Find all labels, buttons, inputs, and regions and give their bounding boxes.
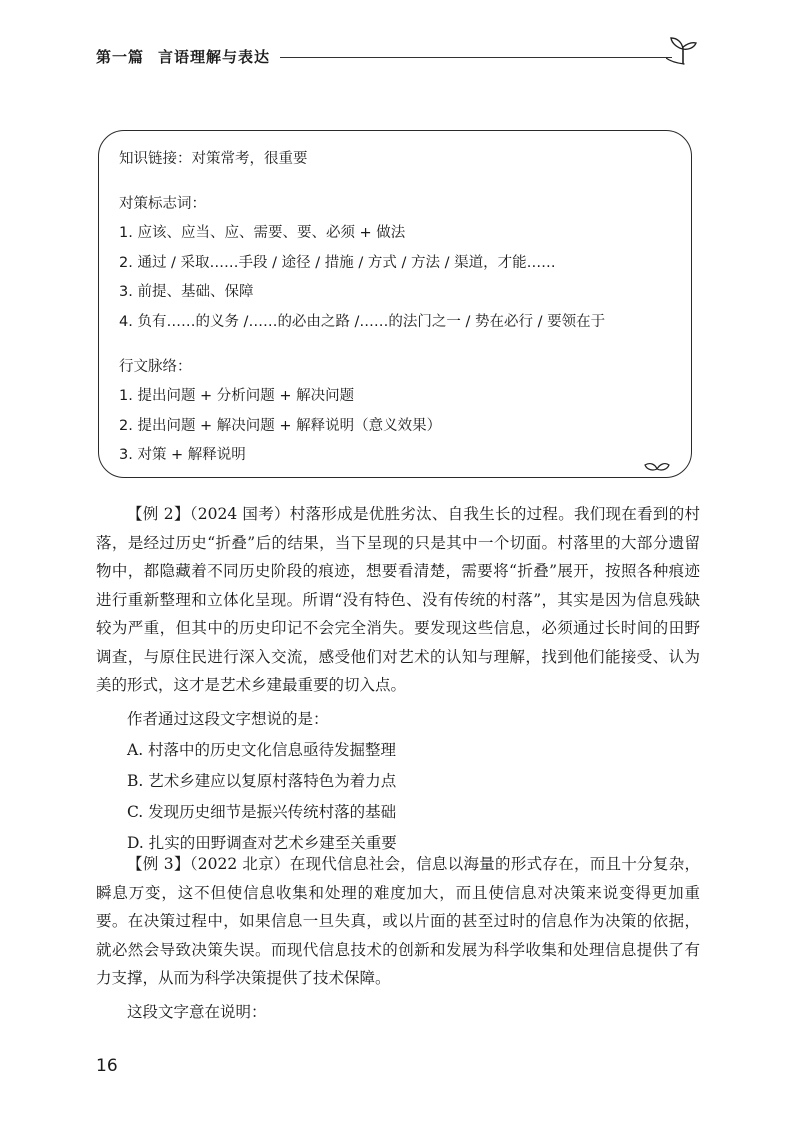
box-title: 知识链接：对策常考，很重要: [119, 151, 308, 167]
structure-heading: 行文脉络：: [119, 358, 192, 375]
example-3: [96, 850, 700, 1028]
example-2: [96, 500, 700, 859]
knowledge-link-box: [98, 130, 692, 478]
structure-item: 2. 提出问题 + 解决问题 + 解释说明（意义效果）: [119, 417, 442, 434]
option-b: B. 艺术乡建应以复原村落特色为着力点: [127, 771, 397, 790]
option-c: C. 发现历史细节是振兴传统村落的基础: [127, 802, 397, 821]
section-title: 言语理解与表达: [158, 48, 271, 66]
signal-word-item: 1. 应该、应当、应、需要、要、必须 + 做法: [119, 225, 406, 242]
sprout-icon: [666, 34, 700, 68]
signal-words-heading: 对策标志词：: [119, 195, 206, 212]
structure-item: 1. 提出问题 + 分析问题 + 解决问题: [119, 388, 355, 405]
example-3-question: 这段文字意在说明：: [127, 1002, 267, 1021]
part-label: 第一篇: [96, 48, 145, 66]
chapter-title: [96, 46, 280, 67]
signal-word-item: 2. 通过 / 采取……手段 / 途径 / 措施 / 方式 / 方法 / 渠道，才能……: [119, 254, 556, 271]
option-a: A. 村落中的历史文化信息亟待发掘整理: [127, 740, 397, 759]
running-header: [96, 40, 700, 70]
structure-item: 3. 对策 + 解释说明: [119, 447, 246, 464]
example-3-paragraph: 【例 3】（2022 北京）在现代信息社会，信息以海量的形式存在，而且十分复杂，瞬息万变，这不但使信息收集和处理的难度加大，而且使信息对决策来说变得更加重要。在决策过程中，如果信息一旦失真，或以片面的甚至过时的信息作为决策的依据，就必然会导致决策失误。而现代信息技术的创新和发展为科学收集和处理信息提供了有力支撑，从而为科学决策提供了技术保障。: [96, 855, 700, 987]
signal-word-item: 4. 负有……的义务 /……的必由之路 /……的法门之一 / 势在必行 / 要领在于: [119, 313, 606, 330]
example-2-question: 作者通过这段文字想说的是：: [127, 709, 329, 728]
signal-word-item: 3. 前提、基础、保障: [119, 284, 254, 301]
leaf-ornament-icon: [643, 459, 671, 473]
option-d: D. 扎实的田野调查对艺术乡建至关重要: [127, 833, 397, 852]
example-2-paragraph: 【例 2】（2024 国考）村落形成是优胜劣汰、自我生长的过程。我们现在看到的村落，是经过历史“折叠”后的结果，当下呈现的只是其中一个切面。村落里的大部分遗留物中，都隐藏着不同历史阶段的痕迹，想要看清楚，需要将“折叠”展开，按照各种痕迹进行重新整理和立体化呈现。所谓“没有特色、没有传统的村落”，其实是因为信息残缺较为严重，但其中的历史印记不会完全消失。要发现这些信息，必须通过长时间的田野调查，与原住民进行深入交流，感受他们对艺术的认知与理解，找到他们能接受、认为美的形式，这才是艺术乡建最重要的切入点。: [96, 505, 700, 694]
page-number: 16: [96, 1056, 118, 1076]
